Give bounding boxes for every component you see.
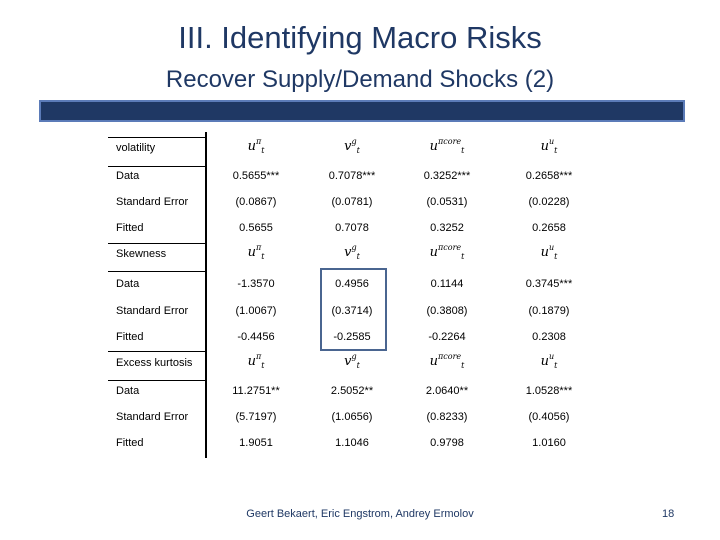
row-label: Data [116, 278, 140, 290]
shock-symbol: $v^g_t$ [344, 352, 360, 370]
table-cell: 0.3252 [430, 222, 464, 234]
shock-symbol: $v^g_t$ [344, 137, 360, 155]
shock-symbol: $v^g_t$ [344, 243, 360, 261]
footer-authors: Geert Bekaert, Eric Engstrom, Andrey Ermolov [246, 508, 474, 520]
table-cell: 0.5655 [239, 222, 273, 234]
table-cell: (0.4056) [528, 411, 570, 423]
table-cell: (1.0656) [331, 411, 373, 423]
shock-symbol: $u^{\pi core}_t$ [429, 137, 465, 155]
table-cell: 0.4956 [335, 278, 369, 290]
table-cell: 0.7078 [335, 222, 369, 234]
section-label: volatility [116, 142, 156, 154]
shock-symbol: $u^\pi_t$ [247, 243, 265, 261]
table-row [116, 328, 676, 348]
table-cell: 1.9051 [239, 437, 273, 449]
table-cell: 1.0160 [532, 437, 566, 449]
row-label: Fitted [116, 331, 144, 343]
slide-subtitle: Recover Supply/Demand Shocks (2) [165, 66, 555, 93]
table-cell: (0.0228) [528, 196, 570, 208]
table-cell: -0.2264 [428, 331, 466, 343]
table-cell: 0.9798 [430, 437, 464, 449]
table-cell: 0.5655*** [232, 170, 280, 182]
table-rule [108, 351, 207, 352]
section-header-row [116, 245, 676, 265]
shock-symbol: $u^{\pi core}_t$ [429, 352, 465, 370]
shock-symbol: $u^u_t$ [540, 137, 558, 155]
table-cell: -0.2585 [333, 331, 371, 343]
section-label: Skewness [116, 248, 167, 260]
shock-symbol: $u^\pi_t$ [247, 137, 265, 155]
table-row [116, 302, 676, 322]
table-rule [108, 271, 207, 272]
table-rule [108, 380, 207, 381]
row-label: Data [116, 385, 140, 397]
table-cell: (5.7197) [235, 411, 277, 423]
table-cell: (1.0067) [235, 305, 277, 317]
row-label: Standard Error [116, 305, 189, 317]
table-cell: 11.2751** [232, 385, 280, 397]
table-cell: 0.3745*** [525, 278, 573, 290]
row-label: Fitted [116, 222, 144, 234]
section-label: Excess kurtosis [116, 357, 193, 369]
shock-symbol: $u^\pi_t$ [247, 352, 265, 370]
row-label: Data [116, 170, 140, 182]
table-row [116, 434, 676, 454]
table-row [116, 167, 676, 187]
table-cell: (0.3714) [331, 305, 373, 317]
row-label: Standard Error [116, 411, 189, 423]
table-cell: (0.8233) [426, 411, 468, 423]
row-label: Fitted [116, 437, 144, 449]
table-row [116, 408, 676, 428]
table-cell: 0.3252*** [423, 170, 471, 182]
table-row [116, 382, 676, 402]
table-row [116, 193, 676, 213]
shock-symbol: $u^{\pi core}_t$ [429, 243, 465, 261]
table-cell: -0.4456 [237, 331, 275, 343]
table-rule [108, 243, 207, 244]
row-label: Standard Error [116, 196, 189, 208]
table-cell: (0.1879) [528, 305, 570, 317]
section-header-row [116, 139, 676, 159]
shock-symbol: $u^u_t$ [540, 352, 558, 370]
table-cell: 0.1144 [430, 278, 464, 290]
table-cell: 1.1046 [335, 437, 369, 449]
table-row [116, 219, 676, 239]
table-row [116, 275, 676, 295]
table-cell: (0.0867) [235, 196, 277, 208]
title-divider-bar [39, 100, 685, 122]
slide-title: III. Identifying Macro Risks [178, 20, 542, 55]
table-cell: (0.3808) [426, 305, 468, 317]
table-rule [108, 137, 207, 138]
table-cell: 0.7078*** [328, 170, 376, 182]
table-cell: 1.0528*** [525, 385, 573, 397]
table-cell: (0.0531) [426, 196, 468, 208]
table-cell: 0.2308 [532, 331, 566, 343]
section-header-row [116, 354, 676, 374]
table-cell: 0.2658 [532, 222, 566, 234]
shock-symbol: $u^u_t$ [540, 243, 558, 261]
page-number: 18 [662, 508, 675, 520]
table-cell: -1.3570 [237, 278, 275, 290]
table-cell: 2.0640** [425, 385, 469, 397]
table-cell: 2.5052** [330, 385, 374, 397]
table-cell: (0.0781) [331, 196, 373, 208]
table-cell: 0.2658*** [525, 170, 573, 182]
